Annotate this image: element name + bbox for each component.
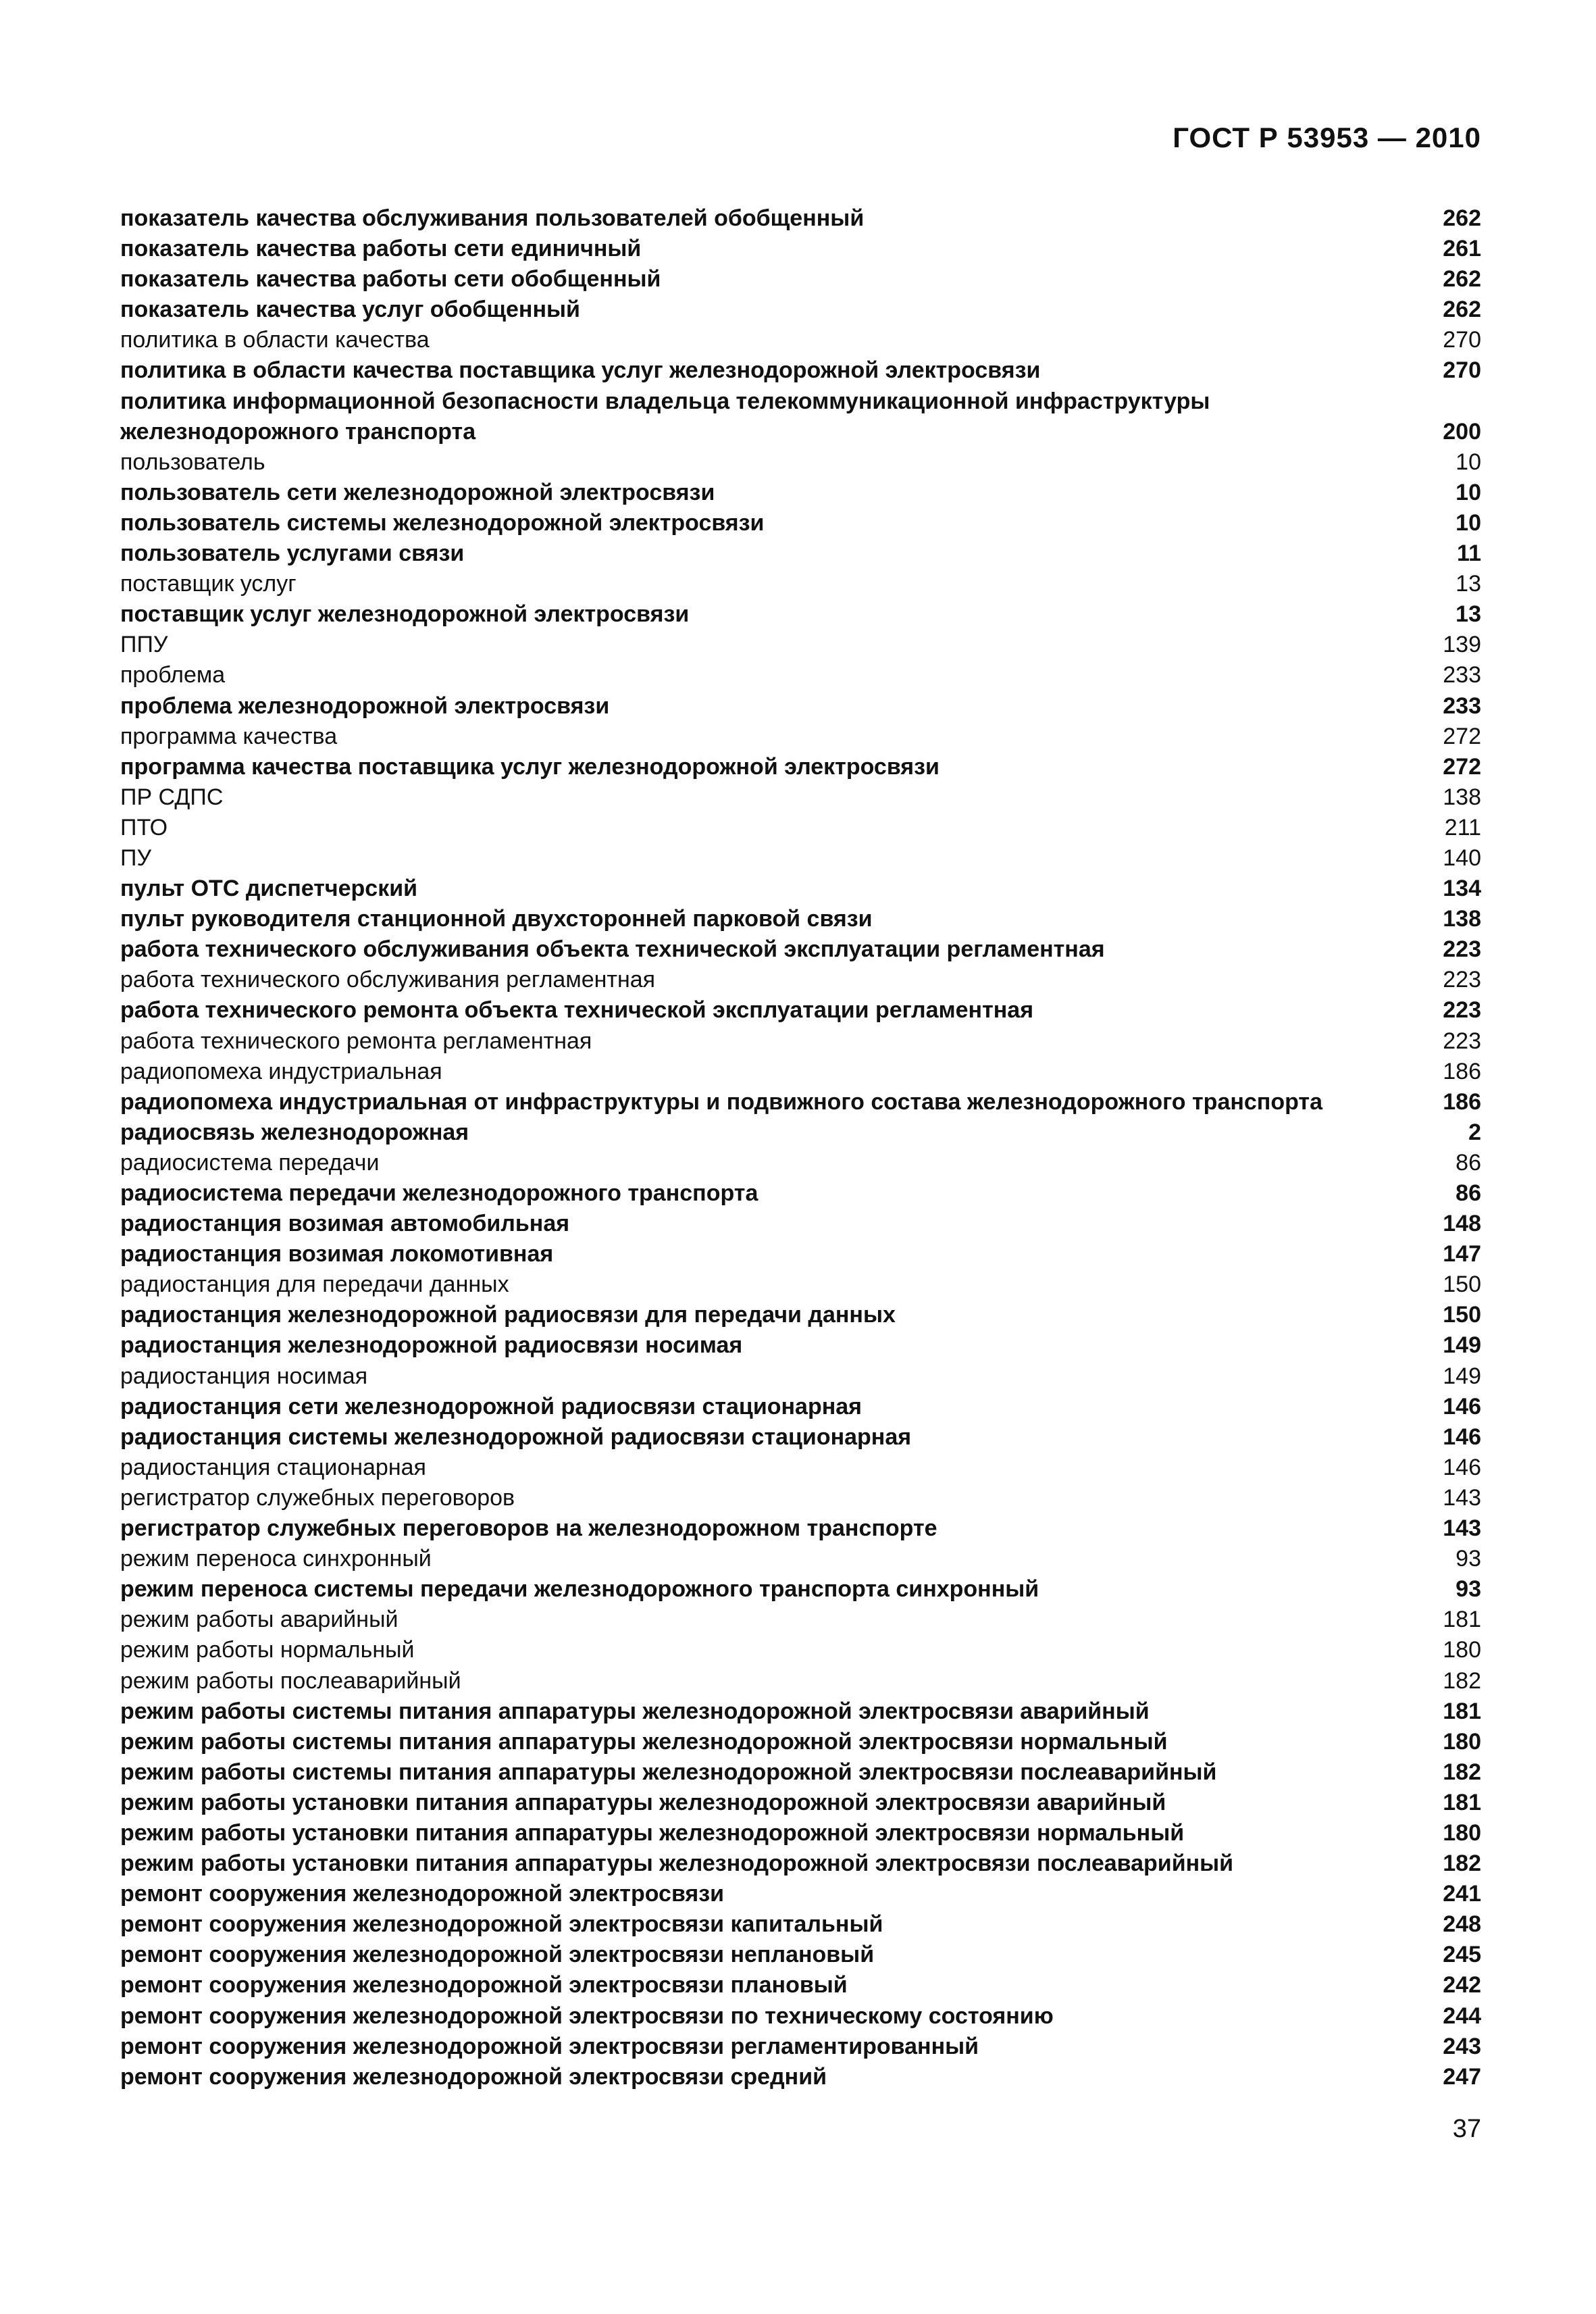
index-page-ref: 270 — [1443, 357, 1481, 384]
index-page-ref: 93 — [1456, 1576, 1481, 1603]
index-page-ref: 248 — [1443, 1911, 1481, 1938]
index-entry — [120, 995, 1481, 1026]
index-page-ref: 93 — [1456, 1546, 1481, 1572]
index-page-ref: 181 — [1443, 1607, 1481, 1633]
index-page-ref: 223 — [1443, 1028, 1481, 1054]
index-term: показатель качества услуг обобщенный — [120, 297, 580, 323]
index-term: радиопомеха индустриальная — [120, 1058, 442, 1084]
index-page-ref: 262 — [1443, 297, 1481, 323]
index-page-ref: 233 — [1443, 693, 1481, 719]
index-term: пользователь системы железнодорожной электросвязи — [120, 509, 765, 536]
index-entry — [120, 1300, 1481, 1330]
index-entry — [120, 965, 1481, 995]
index-page-ref: 149 — [1443, 1332, 1481, 1359]
index-term: ПТО — [120, 814, 168, 840]
index-entry — [120, 203, 1481, 234]
index-term: ППУ — [120, 632, 168, 658]
index-term: поставщик услуг железнодорожной электросвязи — [120, 601, 690, 628]
index-page-ref: 146 — [1443, 1424, 1481, 1450]
index-term: ремонт сооружения железнодорожной электросвязи капитальный — [120, 1911, 883, 1938]
index-entry — [120, 1666, 1481, 1696]
index-term: радиосистема передачи — [120, 1149, 380, 1176]
index-page-ref: 233 — [1443, 662, 1481, 688]
index-entry — [120, 1909, 1481, 1940]
index-page-ref: 143 — [1443, 1484, 1481, 1511]
index-term: радиостанция возимая автомобильная — [120, 1211, 570, 1237]
index-term: пульт ОТС диспетчерский — [120, 876, 418, 902]
index-entry — [120, 1361, 1481, 1392]
index-entry — [120, 1635, 1481, 1665]
index-page-ref: 140 — [1443, 845, 1481, 871]
index-entry — [120, 630, 1481, 660]
index-term: пользователь услугами связи — [120, 540, 465, 567]
index-page-ref: 86 — [1456, 1149, 1481, 1176]
index-term: режим работы системы питания аппаратуры железнодорожной электросвязи аварийный — [120, 1698, 1150, 1724]
index-entry — [120, 569, 1481, 599]
index-entry — [120, 1148, 1481, 1178]
index-page-ref: 13 — [1456, 601, 1481, 628]
index-page-ref: 182 — [1443, 1759, 1481, 1785]
index-term: радиосвязь железнодорожная — [120, 1119, 469, 1145]
index-page-ref: 146 — [1443, 1454, 1481, 1480]
index-page-ref: 180 — [1443, 1728, 1481, 1755]
index-page-ref: 243 — [1443, 2033, 1481, 2059]
index-page-ref: 241 — [1443, 1881, 1481, 1907]
index-page-ref: 10 — [1456, 479, 1481, 505]
index-page-ref: 272 — [1443, 723, 1481, 749]
index-entry — [120, 538, 1481, 569]
index-term: работа технического ремонта объекта технической эксплуатации регламентная — [120, 997, 1034, 1024]
index-term: режим работы установки питания аппаратуры железнодорожной электросвязи нормальный — [120, 1819, 1185, 1846]
index-entry — [120, 2032, 1481, 2062]
index-page-ref: 223 — [1443, 967, 1481, 993]
index-entry — [120, 1057, 1481, 1087]
index-page-ref: 148 — [1443, 1211, 1481, 1237]
index-page-ref: 242 — [1443, 1972, 1481, 1998]
index-term: регистратор служебных переговоров на железнодорожном транспорте — [120, 1515, 937, 1542]
index-page-ref: 2 — [1468, 1119, 1481, 1145]
index-entry — [120, 1727, 1481, 1757]
index-page-ref: 143 — [1443, 1515, 1481, 1542]
index-term: радиостанция железнодорожной радиосвязи для передачи данных — [120, 1302, 896, 1328]
index-page-ref: 10 — [1456, 509, 1481, 536]
index-term: программа качества поставщика услуг железнодорожной электросвязи — [120, 753, 939, 780]
index-entry — [120, 1209, 1481, 1239]
index-entry — [120, 1940, 1481, 1970]
index-page-ref: 223 — [1443, 936, 1481, 963]
index-entry — [120, 1026, 1481, 1057]
index-page-ref: 11 — [1457, 540, 1481, 567]
index-page-ref: 223 — [1443, 997, 1481, 1024]
index-entry — [120, 1117, 1481, 1148]
index-page-ref: 181 — [1443, 1698, 1481, 1724]
index-term: радиопомеха индустриальная от инфраструктуры и подвижного состава железнодорожного транспорта — [120, 1088, 1322, 1115]
index-entry — [120, 691, 1481, 722]
index-term: радиостанция стационарная — [120, 1454, 426, 1480]
index-entry — [120, 1178, 1481, 1209]
index-page-ref: 262 — [1443, 266, 1481, 293]
index-entry — [120, 1788, 1481, 1818]
index-entry — [120, 660, 1481, 690]
index-entry — [120, 1879, 1481, 1909]
index-term: проблема железнодорожной электросвязи — [120, 693, 610, 719]
index-term: показатель качества работы сети обобщенный — [120, 266, 661, 293]
index-entry — [120, 904, 1481, 934]
index-entry — [120, 1696, 1481, 1727]
index-page-ref: 180 — [1443, 1637, 1481, 1663]
index-entry — [120, 1330, 1481, 1361]
index-term: ремонт сооружения железнодорожной электросвязи регламентированный — [120, 2033, 979, 2059]
index-term: регистратор служебных переговоров — [120, 1484, 515, 1511]
index-page-ref: 261 — [1443, 236, 1481, 262]
index-page-ref: 149 — [1443, 1363, 1481, 1389]
index-term: радиостанция железнодорожной радиосвязи носимая — [120, 1332, 743, 1359]
index-page-ref: 138 — [1443, 784, 1481, 810]
index-term: пользователь — [120, 449, 265, 475]
index-term: радиостанция сети железнодорожной радиосвязи стационарная — [120, 1393, 862, 1419]
index-term: режим работы установки питания аппаратуры железнодорожной электросвязи послеаварийный — [120, 1851, 1234, 1877]
index-term: поставщик услуг — [120, 571, 297, 597]
index-entry — [120, 234, 1481, 264]
index-entry — [120, 478, 1481, 508]
index-entry — [120, 813, 1481, 843]
index-entry — [120, 752, 1481, 782]
index-term: радиостанция системы железнодорожной радиосвязи стационарная — [120, 1424, 912, 1450]
index-term: режим переноса синхронный — [120, 1546, 432, 1572]
index-entry — [120, 722, 1481, 752]
index-page-ref: 182 — [1443, 1851, 1481, 1877]
index-term: ПУ — [120, 845, 152, 871]
index-entry — [120, 447, 1481, 478]
index-entry — [120, 599, 1481, 630]
index-entry — [120, 1848, 1481, 1879]
index-page-ref: 186 — [1443, 1088, 1481, 1115]
index-page-ref: 150 — [1443, 1272, 1481, 1298]
index-entry — [120, 1970, 1481, 2001]
index-term: ремонт сооружения железнодорожной электросвязи плановый — [120, 1972, 848, 1998]
index-page-ref: 146 — [1443, 1393, 1481, 1419]
index-term: ремонт сооружения железнодорожной электросвязи неплановый — [120, 1942, 875, 1968]
index-page-ref: 200 — [1443, 418, 1481, 445]
index-entry — [120, 1269, 1481, 1300]
index-page-ref: 10 — [1456, 449, 1481, 475]
index-term: режим работы системы питания аппаратуры железнодорожной электросвязи послеаварийный — [120, 1759, 1217, 1785]
index-term: ремонт сооружения железнодорожной электросвязи по техническому состоянию — [120, 2003, 1054, 2029]
index-entry — [120, 1544, 1481, 1574]
index-entry — [120, 843, 1481, 874]
index-entry — [120, 2001, 1481, 2032]
index-term: работа технического обслуживания регламентная — [120, 967, 656, 993]
index-entry — [120, 386, 1481, 417]
index-entry — [120, 1087, 1481, 1117]
index-page-ref: 247 — [1443, 2063, 1481, 2090]
index-term: ПР СДПС — [120, 784, 224, 810]
index-term: показатель качества работы сети единичный — [120, 236, 642, 262]
page-number: 37 — [1452, 2115, 1481, 2143]
index-term: радиостанция носимая — [120, 1363, 368, 1389]
index-entry — [120, 1574, 1481, 1605]
index-page-ref: 150 — [1443, 1302, 1481, 1328]
index-page-ref: 13 — [1456, 571, 1481, 597]
index-page-ref: 134 — [1443, 876, 1481, 902]
index-term: режим работы послеаварийный — [120, 1667, 461, 1694]
index-term: показатель качества обслуживания пользователей обобщенный — [120, 205, 865, 231]
index-page-ref: 86 — [1456, 1180, 1481, 1206]
index-term: работа технического обслуживания объекта технической эксплуатации регламентная — [120, 936, 1105, 963]
index-page-ref: 270 — [1443, 327, 1481, 353]
index-term: режим работы системы питания аппаратуры железнодорожной электросвязи нормальный — [120, 1728, 1168, 1755]
index-entry — [120, 1818, 1481, 1848]
index-page-ref: 244 — [1443, 2003, 1481, 2029]
index-entry — [120, 1392, 1481, 1422]
index-term: пользователь сети железнодорожной электросвязи — [120, 479, 715, 505]
index-term: политика в области качества поставщика услуг железнодорожной электросвязи — [120, 357, 1041, 384]
index-entry — [120, 1605, 1481, 1635]
index-term: режим работы установки питания аппаратуры железнодорожной электросвязи аварийный — [120, 1789, 1166, 1815]
index-entry — [120, 1757, 1481, 1788]
index-entry — [120, 417, 1481, 447]
index-page-ref: 138 — [1443, 906, 1481, 932]
index-term: ремонт сооружения железнодорожной электросвязи — [120, 1881, 725, 1907]
index-page-ref: 211 — [1444, 814, 1481, 840]
index-term: программа качества — [120, 723, 338, 749]
index-entry — [120, 1483, 1481, 1513]
index-page-ref: 181 — [1443, 1789, 1481, 1815]
index-page-ref: 272 — [1443, 753, 1481, 780]
index-term: политика информационной безопасности владельца телекоммуникационной инфраструктуры — [120, 388, 1210, 414]
index-page-ref: 139 — [1443, 632, 1481, 658]
index-entry — [120, 295, 1481, 325]
index-entry — [120, 782, 1481, 813]
index-page-ref: 262 — [1443, 205, 1481, 231]
index-term: пульт руководителя станционной двухсторонней парковой связи — [120, 906, 873, 932]
alphabetical-index-list — [120, 203, 1481, 2092]
index-page-ref: 245 — [1443, 1942, 1481, 1968]
index-term: политика в области качества — [120, 327, 430, 353]
index-term: режим работы аварийный — [120, 1607, 398, 1633]
index-entry — [120, 2062, 1481, 2092]
index-entry — [120, 1453, 1481, 1483]
index-entry — [120, 508, 1481, 538]
index-entry — [120, 934, 1481, 965]
index-term: режим работы нормальный — [120, 1637, 415, 1663]
index-page-ref: 186 — [1443, 1058, 1481, 1084]
index-entry — [120, 1422, 1481, 1453]
index-entry — [120, 874, 1481, 904]
index-entry — [120, 1239, 1481, 1269]
index-entry — [120, 325, 1481, 355]
index-term: режим переноса системы передачи железнодорожного транспорта синхронный — [120, 1576, 1039, 1603]
index-term: работа технического ремонта регламентная — [120, 1028, 592, 1054]
document-code-header: ГОСТ Р 53953 — 2010 — [1173, 122, 1481, 153]
index-term: радиостанция для передачи данных — [120, 1272, 509, 1298]
index-term: радиосистема передачи железнодорожного транспорта — [120, 1180, 758, 1206]
index-page-ref: 180 — [1443, 1819, 1481, 1846]
index-term: проблема — [120, 662, 226, 688]
index-entry — [120, 1513, 1481, 1544]
index-entry — [120, 264, 1481, 295]
index-entry — [120, 355, 1481, 386]
index-page-ref: 182 — [1443, 1667, 1481, 1694]
index-page-ref: 147 — [1443, 1241, 1481, 1267]
index-term: радиостанция возимая локомотивная — [120, 1241, 554, 1267]
index-term: железнодорожного транспорта — [120, 418, 476, 445]
index-term: ремонт сооружения железнодорожной электросвязи средний — [120, 2063, 827, 2090]
